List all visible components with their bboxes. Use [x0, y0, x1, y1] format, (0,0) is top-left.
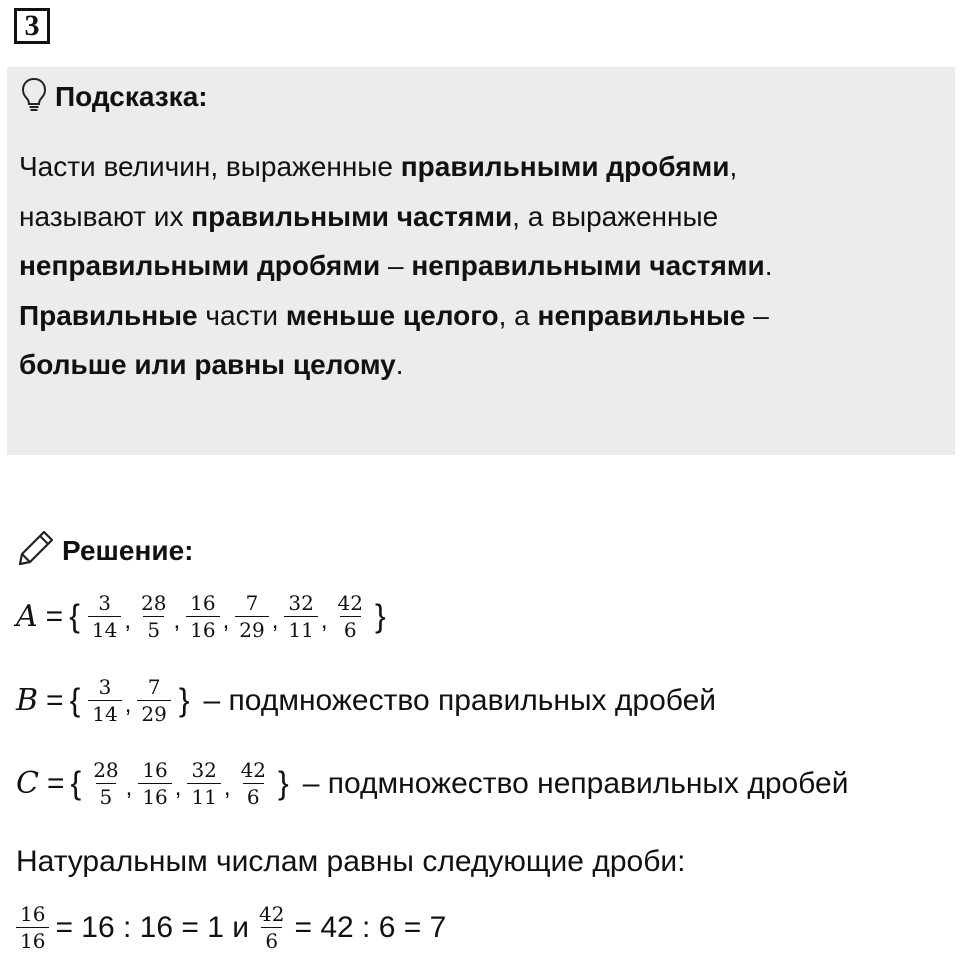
hint-text-run: , — [729, 151, 738, 182]
hint-bold-text: меньше целого — [285, 299, 499, 331]
denominator: 5 — [96, 783, 117, 808]
hint-text-run: Части величин, выраженные — [19, 151, 401, 182]
hint-box — [7, 67, 955, 455]
fraction — [187, 759, 220, 808]
fraction — [186, 592, 219, 641]
denominator: 11 — [187, 783, 220, 808]
numerator: 32 — [191, 758, 217, 782]
fraction — [138, 759, 171, 808]
denominator: 16 — [138, 783, 171, 808]
comma: , — [174, 774, 182, 801]
set-name: A — [16, 599, 38, 634]
task-number: 3 — [14, 8, 50, 44]
numerator: 3 — [98, 675, 112, 699]
hint-bold-text: неправильными дробями — [19, 250, 381, 281]
comma: , — [223, 774, 231, 801]
equation-text: = 42 : 6 = 7 — [294, 910, 447, 944]
fraction — [137, 592, 170, 641]
denominator: 6 — [340, 616, 361, 641]
numerator: 28 — [141, 591, 167, 615]
lightbulb-icon — [21, 77, 47, 118]
set-name: C — [16, 766, 39, 801]
numerator: 16 — [190, 591, 216, 615]
hint-text — [19, 142, 939, 390]
pencil-icon — [16, 528, 56, 573]
denominator: 5 — [143, 616, 164, 641]
comma: , — [320, 607, 328, 634]
set-description: – подмножество неправильных дробей — [302, 766, 849, 800]
fraction — [89, 759, 122, 808]
numerator: 42 — [240, 758, 267, 782]
equals-sign: = — [46, 683, 64, 717]
hint-text-run: . — [395, 349, 404, 380]
numerator: 3 — [98, 591, 111, 615]
hint-text-run: части — [197, 299, 286, 331]
denominator: 29 — [137, 700, 170, 725]
hint-title: Подсказка: — [55, 81, 208, 112]
denominator: 16 — [186, 616, 219, 641]
denominator: 14 — [88, 616, 121, 641]
fraction — [137, 676, 170, 725]
hint-text-run: – — [380, 250, 412, 281]
open-brace: { — [69, 682, 81, 718]
fraction — [16, 903, 49, 952]
denominator: 14 — [88, 700, 121, 725]
hint-text-run: – — [745, 299, 769, 331]
fraction — [88, 676, 121, 725]
numerator: 42 — [259, 902, 285, 926]
hint-text-run: называют их — [19, 200, 192, 232]
fraction — [235, 592, 268, 641]
numerator: 16 — [20, 902, 46, 926]
fraction — [237, 759, 270, 808]
comma: , — [173, 607, 181, 634]
hint-bold-text: неправильными частями — [411, 250, 765, 281]
set-name: B — [16, 683, 39, 718]
equation-text: = 16 : 16 = 1 и — [55, 910, 250, 944]
denominator: 29 — [235, 616, 268, 641]
set-a-line — [16, 592, 392, 641]
numerator: 42 — [337, 591, 363, 615]
numerator: 16 — [142, 758, 168, 782]
fraction — [255, 903, 288, 952]
denominator: 16 — [16, 927, 49, 952]
hint-bold-text: Правильные — [19, 299, 198, 331]
close-brace: } — [178, 682, 190, 718]
comma: , — [271, 607, 279, 634]
numerator: 28 — [93, 758, 119, 782]
comma: , — [124, 691, 132, 718]
close-brace: } — [374, 598, 386, 634]
hint-bold-text: больше или равны целому — [19, 349, 396, 380]
denominator: 6 — [261, 927, 282, 952]
solution-header — [16, 528, 193, 573]
hint-bold-text: правильными частями — [191, 200, 513, 232]
comma: , — [124, 607, 132, 634]
natural-numbers-text: Натуральным числам равны следующие дроби: — [16, 845, 686, 878]
equality-line — [16, 903, 446, 952]
solution-title: Решение: — [62, 534, 194, 566]
comma: , — [222, 607, 230, 634]
open-brace: { — [69, 598, 80, 634]
set-b-line — [16, 676, 716, 725]
hint-text-run: , а — [498, 299, 538, 331]
open-brace: { — [70, 765, 82, 801]
set-c-line — [16, 759, 848, 808]
hint-bold-text: неправильные — [537, 299, 746, 331]
hint-header — [21, 79, 208, 115]
comma: , — [125, 774, 133, 801]
equals-sign: = — [46, 766, 65, 800]
set-description: – подмножество правильных дробей — [203, 683, 717, 717]
numerator: 7 — [147, 675, 161, 699]
hint-bold-text: правильными дробями — [400, 151, 730, 182]
denominator: 6 — [243, 783, 264, 808]
hint-text-run: , а выраженные — [512, 200, 719, 232]
denominator: 11 — [284, 616, 317, 641]
equals-sign: = — [45, 599, 64, 633]
hint-text-run: . — [764, 250, 773, 281]
fraction — [284, 592, 317, 641]
fraction — [88, 592, 121, 641]
close-brace: } — [278, 765, 289, 801]
fraction — [334, 592, 367, 641]
numerator: 7 — [245, 591, 259, 615]
numerator: 32 — [288, 591, 314, 615]
